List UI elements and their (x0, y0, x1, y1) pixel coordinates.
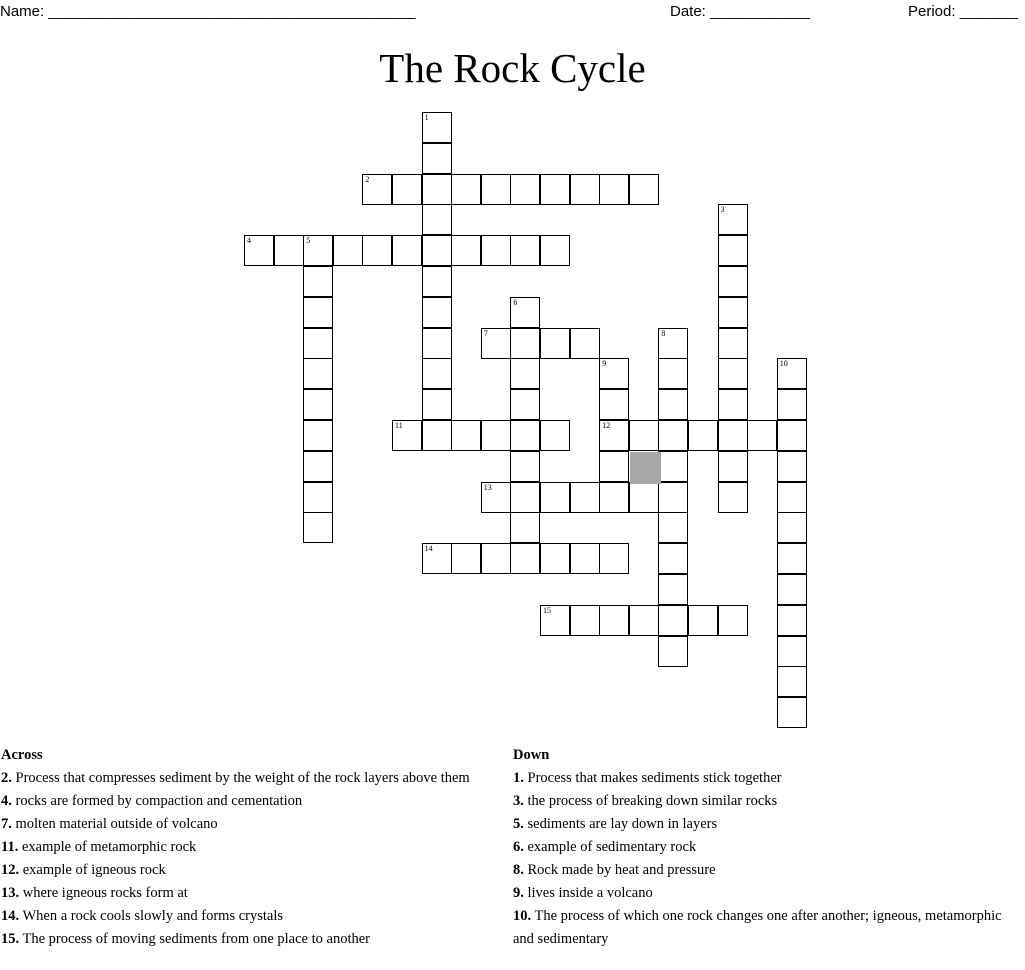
across-clue (1, 836, 491, 859)
clue-text: Process that makes sediments stick together (523, 770, 782, 786)
grid-cell[interactable] (510, 328, 540, 359)
grid-cell[interactable] (481, 235, 511, 266)
grid-cell[interactable] (718, 482, 748, 513)
clue-text: example of igneous rock (19, 862, 166, 878)
grid-cell[interactable] (481, 328, 511, 359)
clue-text: Process that compresses sediment by the weight of the rock layers above them (11, 770, 470, 786)
clue-number: 4 (247, 236, 251, 246)
grid-cell[interactable] (777, 420, 807, 451)
grid-cell[interactable] (658, 358, 688, 389)
across-clue (1, 859, 491, 882)
grid-cell[interactable] (510, 512, 540, 543)
clue-number-label: 13. (1, 885, 20, 901)
clue-text: sediments are lay down in layers (523, 816, 718, 832)
clue-number-label: 3. (513, 793, 524, 809)
clue-text: The process of which one rock changes one after another; igneous, metamorphic and sedimentary (513, 908, 1002, 947)
clue-text: lives inside a volcano (523, 885, 653, 901)
grid-cell[interactable] (510, 451, 540, 482)
clue-number-label: 9. (513, 885, 524, 901)
grid-cell[interactable] (718, 605, 748, 636)
clue-number-label: 5. (513, 816, 524, 832)
grid-cell[interactable] (718, 297, 748, 328)
clue-number: 5 (306, 236, 311, 246)
grid-cell[interactable] (510, 543, 540, 574)
grid-cell[interactable] (629, 420, 659, 451)
grid-cell[interactable] (777, 605, 807, 636)
clue-text: example of sedimentary rock (523, 839, 697, 855)
clue-number-label: 1. (513, 770, 524, 786)
grid-cell[interactable] (510, 235, 540, 266)
grid-cell[interactable] (303, 389, 333, 420)
clue-text: When a rock cools slowly and forms crystals (19, 908, 284, 924)
clue-number-label: 6. (513, 839, 524, 855)
grid-cell[interactable] (303, 420, 333, 451)
grid-cell[interactable] (274, 235, 304, 266)
grid-cell[interactable] (510, 297, 540, 328)
grid-cell[interactable] (303, 358, 333, 389)
down-clue (513, 767, 1003, 790)
grid-cell[interactable] (777, 543, 807, 574)
grid-cell[interactable] (540, 328, 570, 359)
grid-cell[interactable] (422, 204, 452, 235)
grid-cell[interactable] (570, 543, 600, 574)
grid-cell[interactable] (658, 605, 688, 636)
grid-cell[interactable] (718, 358, 748, 389)
grid-cell[interactable] (481, 420, 511, 451)
grid-cell[interactable] (510, 482, 540, 513)
down-heading: Down (513, 747, 550, 763)
clue-text: molten material outside of volcano (11, 816, 218, 832)
grid-cell[interactable] (422, 543, 452, 574)
grid-cell[interactable] (481, 174, 511, 205)
clue-number: 13 (483, 482, 492, 492)
clue-number-label: 11. (1, 839, 19, 855)
grid-cell[interactable] (658, 420, 688, 451)
clue-number: 14 (424, 544, 433, 554)
page-title: The Rock Cycle (379, 45, 646, 91)
grid-cell[interactable] (422, 420, 452, 451)
grid-cell[interactable] (422, 389, 452, 420)
grid-cell[interactable] (540, 543, 570, 574)
grid-cell[interactable] (658, 328, 688, 359)
grid-cell[interactable] (777, 389, 807, 420)
grid-cell[interactable] (422, 235, 452, 266)
grid-cell[interactable] (777, 358, 807, 389)
grid-cell[interactable] (777, 666, 807, 697)
grid-cell[interactable] (718, 266, 748, 297)
grid-cell[interactable] (599, 482, 629, 513)
grid-cell[interactable] (599, 358, 629, 389)
down-clue (513, 882, 1003, 905)
across-clue (1, 767, 491, 790)
across-clues (1, 744, 491, 951)
grid-cell[interactable] (570, 605, 600, 636)
grid-cell[interactable] (599, 543, 629, 574)
grid-cell[interactable] (658, 482, 688, 513)
grid-cell[interactable] (333, 235, 363, 266)
grid-cell[interactable] (599, 174, 629, 205)
grid-cell[interactable] (540, 605, 570, 636)
grid-cell[interactable] (718, 204, 748, 235)
grid-cell[interactable] (392, 420, 422, 451)
grid-cell[interactable] (599, 451, 629, 482)
grid-cell[interactable] (599, 389, 629, 420)
grid-cell[interactable] (688, 605, 718, 636)
grid-cell[interactable] (451, 174, 481, 205)
grid-cell[interactable] (658, 389, 688, 420)
grid-cell[interactable] (658, 574, 688, 605)
grid-cell[interactable] (303, 328, 333, 359)
clue-number-label: 14. (1, 908, 20, 924)
clue-number-label: 10. (513, 908, 532, 924)
grid-cell[interactable] (451, 543, 481, 574)
grid-cell[interactable] (777, 451, 807, 482)
grid-cell[interactable] (658, 543, 688, 574)
grid-cell[interactable] (718, 235, 748, 266)
clue-text: Rock made by heat and pressure (523, 862, 716, 878)
clue-number-label: 2. (1, 770, 12, 786)
grid-cell[interactable] (688, 420, 718, 451)
grid-cell[interactable] (362, 235, 392, 266)
across-heading: Across (1, 747, 43, 763)
clue-number-label: 12. (1, 862, 20, 878)
grid-cell[interactable] (392, 174, 422, 205)
grid-cell[interactable] (540, 482, 570, 513)
grid-cell[interactable] (481, 543, 511, 574)
grid-cell[interactable] (422, 328, 452, 359)
grid-cell[interactable] (422, 266, 452, 297)
grid-cell[interactable] (718, 389, 748, 420)
grid-cell[interactable] (658, 512, 688, 543)
grid-cell[interactable] (570, 328, 600, 359)
grid-cell[interactable] (422, 112, 452, 143)
name-field: Name: ____________________________________________ (0, 3, 416, 20)
grid-cell[interactable] (481, 482, 511, 513)
clue-number: 11 (395, 421, 403, 430)
clue-number: 1 (424, 113, 429, 122)
grid-cell[interactable] (599, 605, 629, 636)
grid-cell[interactable] (510, 420, 540, 451)
grid-cell[interactable] (629, 482, 659, 513)
clue-number: 8 (661, 328, 666, 338)
grid-cell[interactable] (629, 174, 659, 205)
across-clue (1, 928, 491, 951)
across-clue (1, 813, 491, 836)
grid-cell[interactable] (244, 235, 274, 266)
date-field: Date: ____________ (670, 3, 811, 20)
grid-cell[interactable] (718, 420, 748, 451)
down-clue (513, 859, 1003, 882)
down-clue-list (513, 767, 1003, 951)
period-field: Period: _______ (908, 3, 1019, 20)
grid-cell[interactable] (658, 451, 688, 482)
clue-number-label: 4. (1, 793, 12, 809)
grid-cell[interactable] (570, 174, 600, 205)
down-clue (513, 836, 1003, 859)
down-clue (513, 905, 1003, 951)
grid-cell[interactable] (422, 174, 452, 205)
grid-cell[interactable] (570, 482, 600, 513)
grid-cell[interactable] (747, 420, 777, 451)
grid-cell[interactable] (777, 482, 807, 513)
grid-cell[interactable] (451, 235, 481, 266)
grid-cell[interactable] (540, 420, 570, 451)
grid-cell[interactable] (303, 297, 333, 328)
grid-cell[interactable] (392, 235, 422, 266)
clue-number: 9 (602, 359, 607, 369)
grid-cell[interactable] (658, 636, 688, 667)
grid-cell[interactable] (362, 174, 392, 205)
across-clue (1, 905, 491, 928)
grid-cell[interactable] (718, 328, 748, 359)
down-clues (513, 744, 1003, 951)
clue-text: rocks are formed by compaction and cementation (11, 793, 303, 809)
down-clue (513, 813, 1003, 836)
grid-cell[interactable] (303, 451, 333, 482)
grid-cell[interactable] (540, 235, 570, 266)
clue-number: 12 (602, 421, 611, 430)
grid-cell[interactable] (777, 574, 807, 605)
clue-number: 7 (483, 328, 488, 338)
grid-cell[interactable] (510, 389, 540, 420)
grid-cell[interactable] (303, 512, 333, 543)
grid-cell[interactable] (422, 143, 452, 174)
grid-cell[interactable] (510, 174, 540, 205)
grid-cell[interactable] (451, 420, 481, 451)
clue-text: example of metamorphic rock (18, 839, 197, 855)
grid-cell[interactable] (777, 512, 807, 543)
grid-cell[interactable] (777, 697, 807, 728)
grid-cell[interactable] (718, 451, 748, 482)
grid-cell[interactable] (599, 420, 629, 451)
grid-cell[interactable] (629, 605, 659, 636)
grid-cell[interactable] (422, 358, 452, 389)
clue-number-label: 7. (1, 816, 12, 832)
down-clue (513, 790, 1003, 813)
clue-number-label: 8. (513, 862, 524, 878)
shaded-cell (630, 452, 661, 484)
grid-cell[interactable] (777, 636, 807, 667)
grid-cell[interactable] (510, 358, 540, 389)
across-clue-list (1, 767, 491, 951)
clue-number: 10 (779, 359, 788, 369)
grid-cell[interactable] (422, 297, 452, 328)
across-clue (1, 882, 491, 905)
clue-number: 2 (365, 174, 370, 184)
grid-cell[interactable] (540, 174, 570, 205)
across-clue (1, 790, 491, 813)
clue-number: 6 (513, 297, 518, 307)
clue-text: The process of moving sediments from one place to another (19, 931, 370, 947)
clue-number: 3 (720, 205, 725, 215)
clue-text: the process of breaking down similar rocks (523, 793, 778, 809)
grid-cell[interactable] (303, 235, 333, 266)
grid-cell[interactable] (303, 266, 333, 297)
clue-text: where igneous rocks form at (19, 885, 188, 901)
grid-cell[interactable] (303, 482, 333, 513)
clue-number: 15 (543, 605, 551, 615)
clue-number-label: 15. (1, 931, 20, 947)
